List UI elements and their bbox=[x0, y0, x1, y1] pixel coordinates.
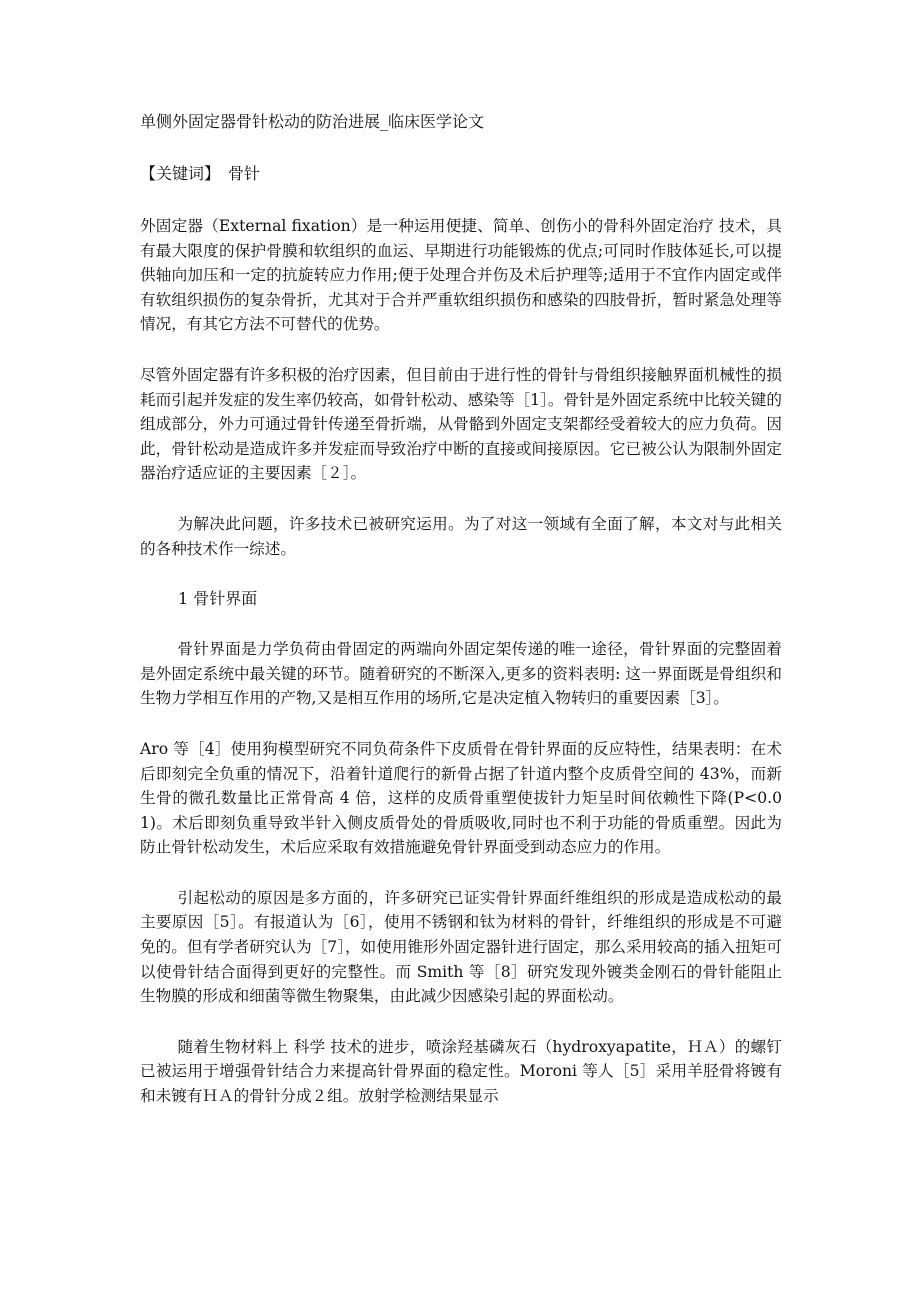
document-page bbox=[140, 110, 782, 1135]
paragraph-intro: 外固定器（External fixation）是一种运用便捷、简单、创伤小的骨科外固定治疗 技术，具有最大限度的保护骨膜和软组织的血运、早期进行功能锻炼的优点;可同时作肢体延长,可以提供轴向加压和一定的抗旋转应力作用;便于处理合并伤及术后护理等;适用于不宜作内固定或伴有软组织损伤的复杂骨折，尤其对于合并严重软组织损伤和感染的四肢骨折，暂时紧急处理等情况，有其它方法不可替代的优势。 bbox=[140, 217, 782, 334]
document-title: 单侧外固定器骨针松动的防治进展_临床医学论文 bbox=[140, 112, 485, 131]
keywords-line bbox=[140, 162, 782, 186]
keywords-value: 骨针 bbox=[228, 164, 261, 183]
paragraph-aro-study: Aro 等［4］使用狗模型研究不同负荷条件下皮质骨在骨针界面的反应特性，结果表明：在术后即刻完全负重的情况下，沿着针道爬行的新骨占据了针道内整个皮质骨空间的 43%，而新生骨的微孔数量比正常骨高 4 倍，这样的皮质骨重塑使拔针力矩呈时间依赖性下降(P<0.01)。术后即刻负重导致半针入侧皮质骨处的骨质吸收,同时也不利于功能的骨质重塑。因此为防止骨针松动发生，术后应采取有效措施避免骨针界面受到动态应力的作用。 bbox=[140, 739, 782, 857]
keywords-label: 【关键词】 bbox=[140, 164, 221, 183]
paragraph-purpose: 为解决此问题，许多技术已被研究运用。为了对这一领域有全面了解，本文对与此相关的各种技术作一综述。 bbox=[140, 514, 782, 558]
paragraph-interface: 骨针界面是力学负荷由骨固定的两端向外固定架传递的唯一途径，骨针界面的完整固着是外固定系统中最关键的环节。随着研究的不断深入,更多的资料表明: 这一界面既是骨组织和生物力学相互作用的产物,又是相互作用的场所,它是决定植入物转归的重要因素［3］。 bbox=[140, 640, 782, 708]
paragraph-loosening-causes: 引起松动的原因是多方面的，许多研究已证实骨针界面纤维组织的形成是造成松动的最主要原因［5］。有报道认为［6］，使用不锈钢和钛为材料的骨针，纤维组织的形成是不可避免的。但有学者研究认为［7］，如使用锥形外固定器针进行固定，那么采用较高的插入扭矩可以使骨针结合面得到更好的完整性。而 Smith 等［8］研究发现外镀类金刚石的骨针能阻止生物膜的形成和细菌等微生物聚集，由此减少因感染引起的界面松动。 bbox=[140, 888, 782, 1006]
section-heading-bone-pin-interface: 1 骨针界面 bbox=[178, 589, 258, 609]
paragraph-problem: 尽管外固定器有许多积极的治疗因素，但目前由于进行性的骨针与骨组织接触界面机械性的损耗而引起并发症的发生率仍较高，如骨针松动、感染等［1］。骨针是外固定系统中比较关键的组成部分，外力可通过骨针传递至骨折端，从骨骼到外固定支架都经受着较大的应力负荷。因此，骨针松动是造成许多并发症而导致治疗中断的直接或间接原因。它已被公认为限制外固定器治疗适应证的主要因素［２］。 bbox=[140, 365, 782, 483]
paragraph-hydroxyapatite: 随着生物材料上 科学 技术的进步，喷涂羟基磷灰石（hydroxyapatite，ＨＡ）的螺钉已被运用于增强骨针结合力来提高针骨界面的稳定性。Moroni 等人［5］采用羊胫骨将镀有和未镀有ＨＡ的骨针分成２组。放射学检测结果显示 bbox=[140, 1037, 782, 1106]
